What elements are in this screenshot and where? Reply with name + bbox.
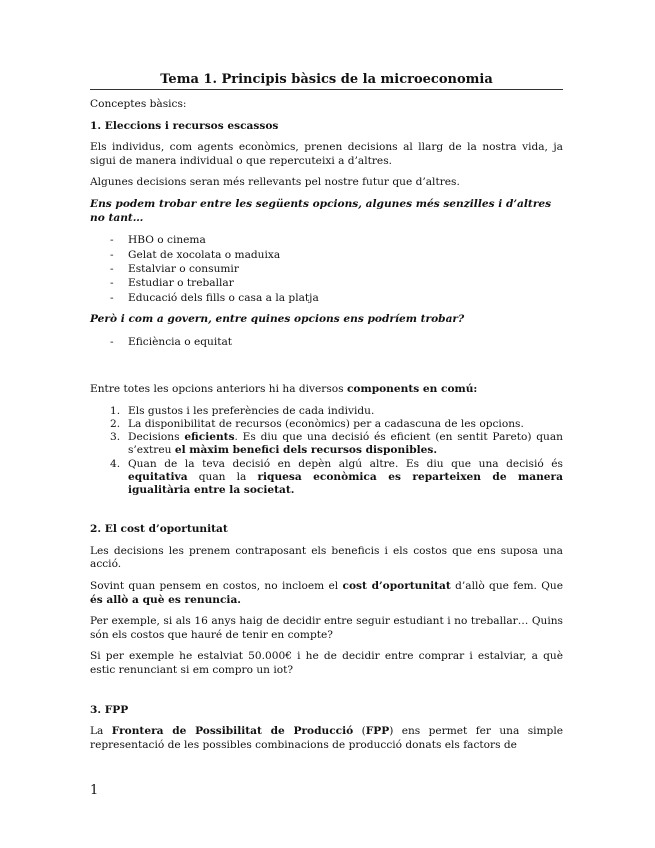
text: Els gustos i les preferències de cada individu. — [128, 404, 375, 417]
text: . Es diu que una decisió és eficient (en sentit Pareto) quan s’extreu — [128, 431, 563, 457]
list-item: - HBO o cinema — [90, 233, 563, 247]
list-item — [90, 405, 563, 418]
document-page — [90, 72, 563, 760]
text: Sovint quan pensem en costos, no incloem el — [90, 579, 343, 592]
list-item — [90, 458, 563, 498]
paragraph — [90, 725, 563, 752]
bold-text: eficients — [184, 431, 235, 444]
list-item — [90, 418, 563, 431]
text: quan la — [187, 470, 258, 483]
paragraph — [90, 580, 563, 607]
bold-text: FPP — [365, 725, 390, 738]
paragraph: Per exemple, si als 16 anys haig de decidir entre seguir estudiant i no treballar… Quins són els costos que hauré de tenir en compte? — [90, 615, 563, 641]
page-title: Tema 1. Principis bàsics de la microeconomia — [90, 72, 563, 90]
text: Decisions — [128, 431, 185, 444]
list-item: - Estalviar o consumir — [90, 262, 563, 276]
list-item: - Educació dels fills o casa a la platja — [90, 291, 563, 305]
item-number: 1. — [110, 404, 121, 417]
section-heading: 3. FPP — [90, 703, 129, 716]
bold-text: és allò a què es renuncia. — [90, 593, 241, 606]
bold-text: Frontera de Possibilitat de Producció — [111, 725, 354, 738]
paragraph: Si per exemple he estalviat 50.000€ i he de decidir entre comprar i estalviar, a què estic renunciant si em compro un iot? — [90, 650, 563, 676]
paragraph: Algunes decisions seran més rellevants pel nostre futur que d’altres. — [90, 176, 460, 189]
list-item: - Eficiència o equitat — [90, 335, 563, 349]
options-list — [90, 233, 563, 305]
question-text: Ens podem trobar entre les següents opcions, algunes més senzilles i d’altres no tant… — [90, 197, 552, 224]
question-text: Però i com a govern, entre quines opcions ens podríem trobar? — [90, 313, 465, 326]
list-item — [90, 431, 563, 457]
text: ) ens permet fer una simple representació de les possibles combinacions de producció donats els factors de — [90, 725, 563, 751]
list-item: - Estudiar o treballar — [90, 276, 563, 290]
list-item: - Gelat de xocolata o maduixa — [90, 248, 563, 262]
bold-text: equitativa — [128, 470, 188, 483]
bold-text: components en comú: — [346, 383, 478, 396]
text: Entre totes les opcions anteriors hi ha diversos — [90, 383, 347, 396]
bold-text: cost d’oportunitat — [342, 579, 451, 592]
page-number: 1 — [90, 783, 99, 798]
text: d’allò que fem. Que — [450, 579, 563, 592]
text: ( — [353, 725, 366, 738]
components-list — [90, 405, 563, 497]
paragraph: Les decisions les prenem contraposant els beneficis i els costos que ens suposa una acció. — [90, 544, 563, 571]
gov-options-list — [90, 335, 563, 349]
bold-text: el màxim benefici dels recursos disponibles. — [174, 444, 438, 457]
paragraph: Els individus, com agents econòmics, prenen decisions al llarg de la nostra vida, ja sigui de manera individual o que repercuteixi a d’altres. — [90, 141, 563, 167]
item-number: 2. — [110, 417, 121, 430]
bold-text: riquesa econòmica es reparteixen de manera igualitària entre la societat. — [128, 470, 563, 496]
text: Quan de la teva decisió en depèn algú altre. Es diu que una decisió és — [128, 457, 563, 470]
item-number: 3. — [110, 431, 121, 444]
paragraph — [90, 383, 563, 397]
section-heading: 1. Eleccions i recursos escassos — [90, 119, 279, 132]
text: La — [90, 725, 112, 738]
intro-label: Conceptes bàsics: — [90, 98, 187, 110]
text: La disponibilitat de recursos (econòmics) per a cadascuna de les opcions. — [128, 417, 524, 430]
section-heading: 2. El cost d’oportunitat — [90, 523, 228, 536]
item-number: 4. — [110, 457, 121, 470]
